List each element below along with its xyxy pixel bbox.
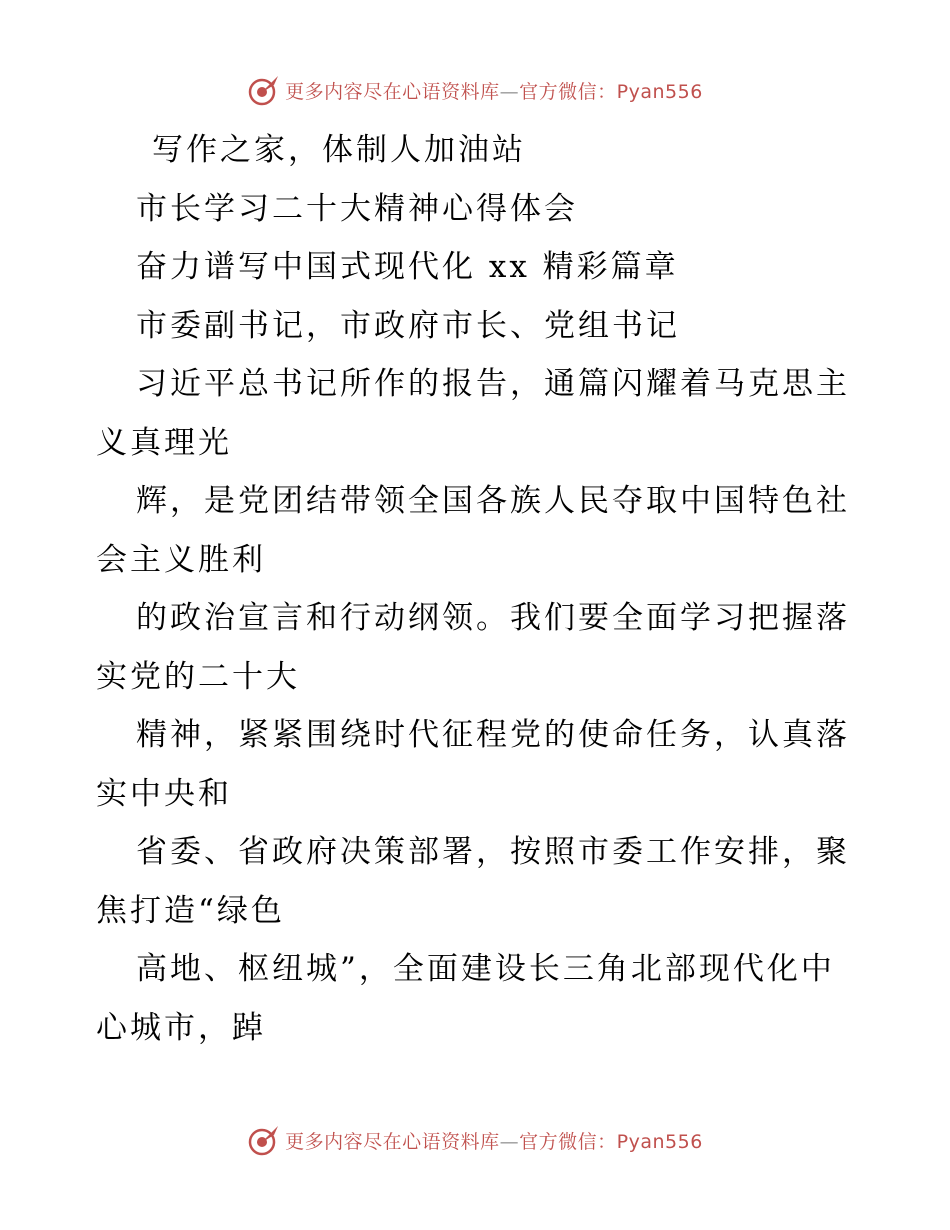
watermark-text: 更多内容尽在心语资料库—官方微信：Pyan556 bbox=[285, 1130, 703, 1153]
text-line: 写作之家，体制人加油站 bbox=[152, 132, 526, 168]
quill-logo-icon bbox=[247, 1123, 281, 1157]
text-line: 奋力谱写中国式现代化 xx 精彩篇章 bbox=[136, 249, 679, 285]
text-line: 省委、省政府决策部署，按照市委工作安排，聚 bbox=[136, 834, 850, 870]
text-line: 高地、枢纽城”，全面建设长三角北部现代化中 bbox=[136, 951, 835, 987]
watermark-text: 更多内容尽在心语资料库—官方微信：Pyan556 bbox=[285, 80, 703, 103]
text-line: 实中央和 bbox=[96, 775, 232, 812]
text-line: 辉，是党团结带领全国各族人民夺取中国特色社 bbox=[136, 483, 850, 519]
text-line: 实党的二十大 bbox=[96, 658, 300, 695]
text-line: 义真理光 bbox=[96, 424, 232, 461]
text-line: 会主义胜利 bbox=[96, 541, 266, 578]
document-body bbox=[96, 121, 856, 1057]
text-line: 市长学习二十大精神心得体会 bbox=[136, 190, 578, 227]
text-line: 习近平总书记所作的报告，通篇闪耀着马克思主 bbox=[136, 366, 850, 402]
text-line: 心城市，踔 bbox=[96, 1009, 266, 1046]
text-line: 精神，紧紧围绕时代征程党的使命任务，认真落 bbox=[136, 717, 850, 753]
quill-logo-icon bbox=[247, 73, 281, 107]
text-line: 市委副书记，市政府市长、党组书记 bbox=[136, 307, 680, 344]
header-watermark bbox=[0, 72, 950, 108]
text-line: 的政治宣言和行动纲领。我们要全面学习把握落 bbox=[136, 600, 850, 636]
footer-watermark bbox=[0, 1122, 950, 1158]
text-line: 焦打造“绿色 bbox=[96, 892, 285, 929]
